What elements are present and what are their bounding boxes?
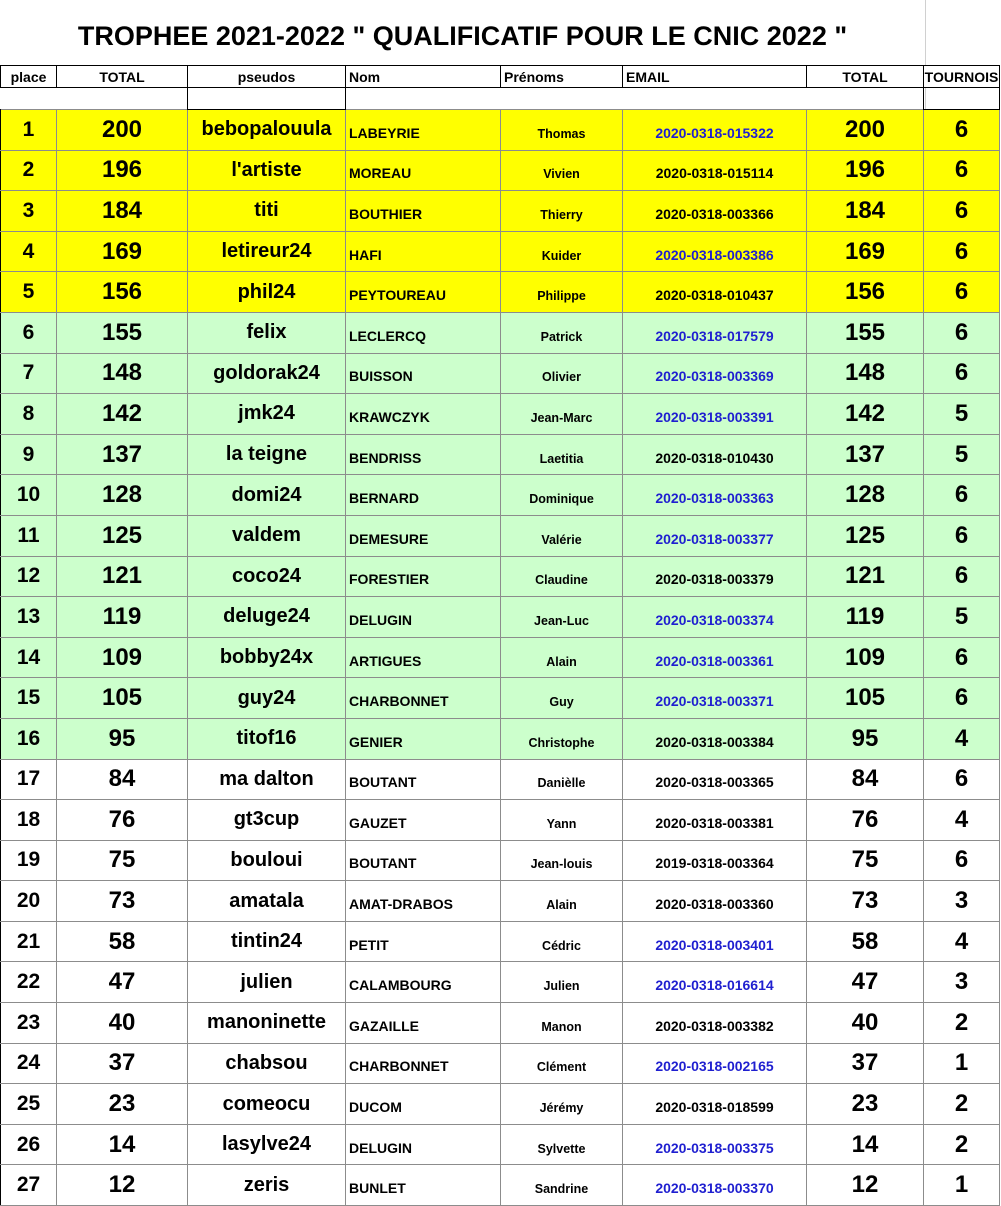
header-tournois: TOURNOIS — [924, 66, 1000, 88]
email-cell: 2020-0318-003365 — [623, 759, 807, 800]
table-row — [1, 840, 1000, 881]
total-cell: 95 — [57, 718, 188, 759]
nom-cell: BUNLET — [346, 1165, 501, 1206]
tournois-cell: 3 — [924, 962, 1000, 1003]
header-row — [1, 66, 1000, 88]
email-cell: 2020-0318-003401 — [623, 921, 807, 962]
nom-cell: GAUZET — [346, 800, 501, 841]
email-cell: 2020-0318-003384 — [623, 718, 807, 759]
prenom-cell: Dominique — [501, 475, 623, 516]
total-right-cell: 105 — [807, 678, 924, 719]
email-cell: 2020-0318-003361 — [623, 637, 807, 678]
prenom-cell: Patrick — [501, 312, 623, 353]
place-cell: 1 — [1, 110, 57, 151]
nom-cell: DELUGIN — [346, 1124, 501, 1165]
place-cell: 24 — [1, 1043, 57, 1084]
prenom-cell: Philippe — [501, 272, 623, 313]
pseudo-cell: manoninette — [188, 1003, 346, 1044]
nom-cell: PETIT — [346, 921, 501, 962]
tournois-cell: 1 — [924, 1043, 1000, 1084]
place-cell: 9 — [1, 434, 57, 475]
pseudo-cell: comeocu — [188, 1084, 346, 1125]
nom-cell: FORESTIER — [346, 556, 501, 597]
place-cell: 19 — [1, 840, 57, 881]
table-row — [1, 1003, 1000, 1044]
spacer-cell — [1, 88, 57, 110]
total-cell: 169 — [57, 231, 188, 272]
email-cell: 2020-0318-003382 — [623, 1003, 807, 1044]
nom-cell: CALAMBOURG — [346, 962, 501, 1003]
total-right-cell: 128 — [807, 475, 924, 516]
place-cell: 13 — [1, 597, 57, 638]
tournois-cell: 6 — [924, 191, 1000, 232]
tournois-cell: 4 — [924, 800, 1000, 841]
pseudo-cell: zeris — [188, 1165, 346, 1206]
prenom-cell: Kuider — [501, 231, 623, 272]
total-right-cell: 137 — [807, 434, 924, 475]
total-right-cell: 119 — [807, 597, 924, 638]
prenom-cell: Manon — [501, 1003, 623, 1044]
tournois-cell: 6 — [924, 678, 1000, 719]
email-cell: 2020-0318-003375 — [623, 1124, 807, 1165]
total-cell: 155 — [57, 312, 188, 353]
pseudo-cell: tintin24 — [188, 921, 346, 962]
table-row — [1, 353, 1000, 394]
email-cell: 2020-0318-003377 — [623, 515, 807, 556]
prenom-cell: Jean-Luc — [501, 597, 623, 638]
email-cell: 2020-0318-003391 — [623, 394, 807, 435]
nom-cell: BOUTANT — [346, 840, 501, 881]
email-cell: 2020-0318-003363 — [623, 475, 807, 516]
pseudo-cell: bobby24x — [188, 637, 346, 678]
email-cell: 2020-0318-003379 — [623, 556, 807, 597]
nom-cell: BOUTHIER — [346, 191, 501, 232]
nom-cell: DUCOM — [346, 1084, 501, 1125]
nom-cell: BENDRISS — [346, 434, 501, 475]
pseudo-cell: domi24 — [188, 475, 346, 516]
tournois-cell: 6 — [924, 150, 1000, 191]
pseudo-cell: letireur24 — [188, 231, 346, 272]
spacer-cell — [501, 88, 623, 110]
email-cell: 2020-0318-018599 — [623, 1084, 807, 1125]
prenom-cell: Jean-Marc — [501, 394, 623, 435]
email-cell: 2020-0318-003386 — [623, 231, 807, 272]
pseudo-cell: titi — [188, 191, 346, 232]
tournois-cell: 6 — [924, 312, 1000, 353]
place-cell: 26 — [1, 1124, 57, 1165]
table-row — [1, 1084, 1000, 1125]
table-row — [1, 718, 1000, 759]
place-cell: 6 — [1, 312, 57, 353]
prenom-cell: Cédric — [501, 921, 623, 962]
prenom-cell: Sylvette — [501, 1124, 623, 1165]
total-right-cell: 75 — [807, 840, 924, 881]
email-cell: 2020-0318-017579 — [623, 312, 807, 353]
nom-cell: DELUGIN — [346, 597, 501, 638]
header-total-right: TOTAL — [807, 66, 924, 88]
email-cell: 2020-0318-010437 — [623, 272, 807, 313]
header-prenoms: Prénoms — [501, 66, 623, 88]
email-cell: 2020-0318-003374 — [623, 597, 807, 638]
prenom-cell: Vivien — [501, 150, 623, 191]
spacer-cell — [57, 88, 188, 110]
place-cell: 2 — [1, 150, 57, 191]
total-right-cell: 58 — [807, 921, 924, 962]
total-cell: 12 — [57, 1165, 188, 1206]
spacer-cell — [924, 88, 1000, 110]
pseudo-cell: chabsou — [188, 1043, 346, 1084]
total-right-cell: 109 — [807, 637, 924, 678]
total-right-cell: 169 — [807, 231, 924, 272]
table-row — [1, 191, 1000, 232]
pseudo-cell: la teigne — [188, 434, 346, 475]
email-cell: 2020-0318-003371 — [623, 678, 807, 719]
pseudo-cell: jmk24 — [188, 394, 346, 435]
total-cell: 76 — [57, 800, 188, 841]
table-row — [1, 1124, 1000, 1165]
header-email: EMAIL — [623, 66, 807, 88]
table-row — [1, 110, 1000, 151]
total-right-cell: 23 — [807, 1084, 924, 1125]
place-cell: 8 — [1, 394, 57, 435]
table-row — [1, 231, 1000, 272]
table-row — [1, 312, 1000, 353]
total-right-cell: 196 — [807, 150, 924, 191]
tournois-cell: 6 — [924, 231, 1000, 272]
pseudo-cell: julien — [188, 962, 346, 1003]
prenom-cell: Olivier — [501, 353, 623, 394]
email-cell: 2019-0318-003364 — [623, 840, 807, 881]
total-cell: 109 — [57, 637, 188, 678]
tournois-cell: 2 — [924, 1003, 1000, 1044]
header-total: TOTAL — [57, 66, 188, 88]
spacer-cell — [188, 88, 346, 110]
total-cell: 119 — [57, 597, 188, 638]
place-cell: 18 — [1, 800, 57, 841]
place-cell: 23 — [1, 1003, 57, 1044]
table-row — [1, 150, 1000, 191]
prenom-cell: Sandrine — [501, 1165, 623, 1206]
total-cell: 142 — [57, 394, 188, 435]
prenom-cell: Yann — [501, 800, 623, 841]
total-cell: 75 — [57, 840, 188, 881]
nom-cell: BOUTANT — [346, 759, 501, 800]
total-cell: 84 — [57, 759, 188, 800]
tournois-cell: 3 — [924, 881, 1000, 922]
place-cell: 3 — [1, 191, 57, 232]
place-cell: 27 — [1, 1165, 57, 1206]
table-row — [1, 1043, 1000, 1084]
nom-cell: CHARBONNET — [346, 678, 501, 719]
spacer-cell — [807, 88, 924, 110]
tournois-cell: 1 — [924, 1165, 1000, 1206]
tournois-cell: 6 — [924, 110, 1000, 151]
total-right-cell: 142 — [807, 394, 924, 435]
tournois-cell: 4 — [924, 921, 1000, 962]
email-cell: 2020-0318-003360 — [623, 881, 807, 922]
table-row — [1, 800, 1000, 841]
pseudo-cell: phil24 — [188, 272, 346, 313]
tournois-cell: 6 — [924, 353, 1000, 394]
total-right-cell: 121 — [807, 556, 924, 597]
table-row — [1, 1165, 1000, 1206]
tournois-cell: 5 — [924, 434, 1000, 475]
table-row — [1, 434, 1000, 475]
tournois-cell: 6 — [924, 759, 1000, 800]
prenom-cell: Thomas — [501, 110, 623, 151]
total-cell: 23 — [57, 1084, 188, 1125]
table-row — [1, 962, 1000, 1003]
spacer-cell — [346, 88, 501, 110]
pseudo-cell: valdem — [188, 515, 346, 556]
total-cell: 105 — [57, 678, 188, 719]
total-right-cell: 125 — [807, 515, 924, 556]
table-row — [1, 678, 1000, 719]
place-cell: 11 — [1, 515, 57, 556]
place-cell: 12 — [1, 556, 57, 597]
header-nom: Nom — [346, 66, 501, 88]
email-cell: 2020-0318-003370 — [623, 1165, 807, 1206]
total-right-cell: 37 — [807, 1043, 924, 1084]
pseudo-cell: deluge24 — [188, 597, 346, 638]
tournois-cell: 4 — [924, 718, 1000, 759]
table-row — [1, 921, 1000, 962]
nom-cell: AMAT-DRABOS — [346, 881, 501, 922]
table-row — [1, 597, 1000, 638]
nom-cell: GAZAILLE — [346, 1003, 501, 1044]
tournois-cell: 2 — [924, 1084, 1000, 1125]
nom-cell: GENIER — [346, 718, 501, 759]
tournois-cell: 5 — [924, 394, 1000, 435]
tournois-cell: 6 — [924, 637, 1000, 678]
total-right-cell: 184 — [807, 191, 924, 232]
pseudo-cell: bebopalouula — [188, 110, 346, 151]
total-right-cell: 76 — [807, 800, 924, 841]
place-cell: 5 — [1, 272, 57, 313]
nom-cell: PEYTOUREAU — [346, 272, 501, 313]
tournois-cell: 2 — [924, 1124, 1000, 1165]
total-right-cell: 40 — [807, 1003, 924, 1044]
table-row — [1, 394, 1000, 435]
nom-cell: MOREAU — [346, 150, 501, 191]
place-cell: 7 — [1, 353, 57, 394]
table-row — [1, 556, 1000, 597]
header-place: place — [1, 66, 57, 88]
tournois-cell: 6 — [924, 840, 1000, 881]
total-right-cell: 84 — [807, 759, 924, 800]
email-cell: 2020-0318-003366 — [623, 191, 807, 232]
tournois-cell: 6 — [924, 475, 1000, 516]
ranking-table — [0, 65, 1000, 1206]
pseudo-cell: goldorak24 — [188, 353, 346, 394]
prenom-cell: Laetitia — [501, 434, 623, 475]
prenom-cell: Claudine — [501, 556, 623, 597]
total-cell: 14 — [57, 1124, 188, 1165]
total-cell: 128 — [57, 475, 188, 516]
email-cell: 2020-0318-003381 — [623, 800, 807, 841]
prenom-cell: Julien — [501, 962, 623, 1003]
table-row — [1, 881, 1000, 922]
total-right-cell: 95 — [807, 718, 924, 759]
prenom-cell: Alain — [501, 881, 623, 922]
place-cell: 20 — [1, 881, 57, 922]
nom-cell: CHARBONNET — [346, 1043, 501, 1084]
nom-cell: ARTIGUES — [346, 637, 501, 678]
total-cell: 125 — [57, 515, 188, 556]
email-cell: 2020-0318-010430 — [623, 434, 807, 475]
ranking-body — [1, 110, 1000, 1206]
pseudo-cell: titof16 — [188, 718, 346, 759]
pseudo-cell: guy24 — [188, 678, 346, 719]
prenom-cell: Jérémy — [501, 1084, 623, 1125]
total-right-cell: 200 — [807, 110, 924, 151]
table-row — [1, 515, 1000, 556]
total-cell: 156 — [57, 272, 188, 313]
place-cell: 16 — [1, 718, 57, 759]
total-cell: 40 — [57, 1003, 188, 1044]
place-cell: 25 — [1, 1084, 57, 1125]
prenom-cell: Valérie — [501, 515, 623, 556]
place-cell: 22 — [1, 962, 57, 1003]
total-right-cell: 148 — [807, 353, 924, 394]
prenom-cell: Alain — [501, 637, 623, 678]
prenom-cell: Guy — [501, 678, 623, 719]
email-cell: 2020-0318-003369 — [623, 353, 807, 394]
pseudo-cell: lasylve24 — [188, 1124, 346, 1165]
place-cell: 17 — [1, 759, 57, 800]
place-cell: 21 — [1, 921, 57, 962]
total-cell: 73 — [57, 881, 188, 922]
pseudo-cell: felix — [188, 312, 346, 353]
email-cell: 2020-0318-015322 — [623, 110, 807, 151]
nom-cell: LABEYRIE — [346, 110, 501, 151]
prenom-cell: Jean-louis — [501, 840, 623, 881]
spacer-row — [1, 88, 1000, 110]
nom-cell: BERNARD — [346, 475, 501, 516]
total-cell: 58 — [57, 921, 188, 962]
total-cell: 137 — [57, 434, 188, 475]
place-cell: 4 — [1, 231, 57, 272]
total-right-cell: 155 — [807, 312, 924, 353]
tournois-cell: 6 — [924, 272, 1000, 313]
place-cell: 10 — [1, 475, 57, 516]
spacer-cell — [623, 88, 807, 110]
pseudo-cell: amatala — [188, 881, 346, 922]
table-row — [1, 637, 1000, 678]
total-cell: 196 — [57, 150, 188, 191]
table-row — [1, 759, 1000, 800]
total-right-cell: 14 — [807, 1124, 924, 1165]
total-cell: 184 — [57, 191, 188, 232]
prenom-cell: Christophe — [501, 718, 623, 759]
pseudo-cell: coco24 — [188, 556, 346, 597]
nom-cell: DEMESURE — [346, 515, 501, 556]
tournois-cell: 6 — [924, 515, 1000, 556]
nom-cell: HAFI — [346, 231, 501, 272]
prenom-cell: Thierry — [501, 191, 623, 232]
email-cell: 2020-0318-015114 — [623, 150, 807, 191]
total-cell: 200 — [57, 110, 188, 151]
prenom-cell: Clément — [501, 1043, 623, 1084]
total-cell: 148 — [57, 353, 188, 394]
nom-cell: KRAWCZYK — [346, 394, 501, 435]
total-right-cell: 12 — [807, 1165, 924, 1206]
tournois-cell: 6 — [924, 556, 1000, 597]
pseudo-cell: ma dalton — [188, 759, 346, 800]
table-row — [1, 475, 1000, 516]
header-pseudos: pseudos — [188, 66, 346, 88]
email-cell: 2020-0318-016614 — [623, 962, 807, 1003]
pseudo-cell: l'artiste — [188, 150, 346, 191]
pseudo-cell: bouloui — [188, 840, 346, 881]
total-cell: 47 — [57, 962, 188, 1003]
nom-cell: BUISSON — [346, 353, 501, 394]
table-row — [1, 272, 1000, 313]
prenom-cell: Danièlle — [501, 759, 623, 800]
page-title: TROPHEE 2021-2022 " QUALIFICATIF POUR LE CNIC 2022 " — [77, 21, 848, 51]
place-cell: 14 — [1, 637, 57, 678]
total-right-cell: 47 — [807, 962, 924, 1003]
total-cell: 121 — [57, 556, 188, 597]
pseudo-cell: gt3cup — [188, 800, 346, 841]
total-right-cell: 73 — [807, 881, 924, 922]
total-right-cell: 156 — [807, 272, 924, 313]
place-cell: 15 — [1, 678, 57, 719]
nom-cell: LECLERCQ — [346, 312, 501, 353]
tournois-cell: 5 — [924, 597, 1000, 638]
email-cell: 2020-0318-002165 — [623, 1043, 807, 1084]
total-cell: 37 — [57, 1043, 188, 1084]
